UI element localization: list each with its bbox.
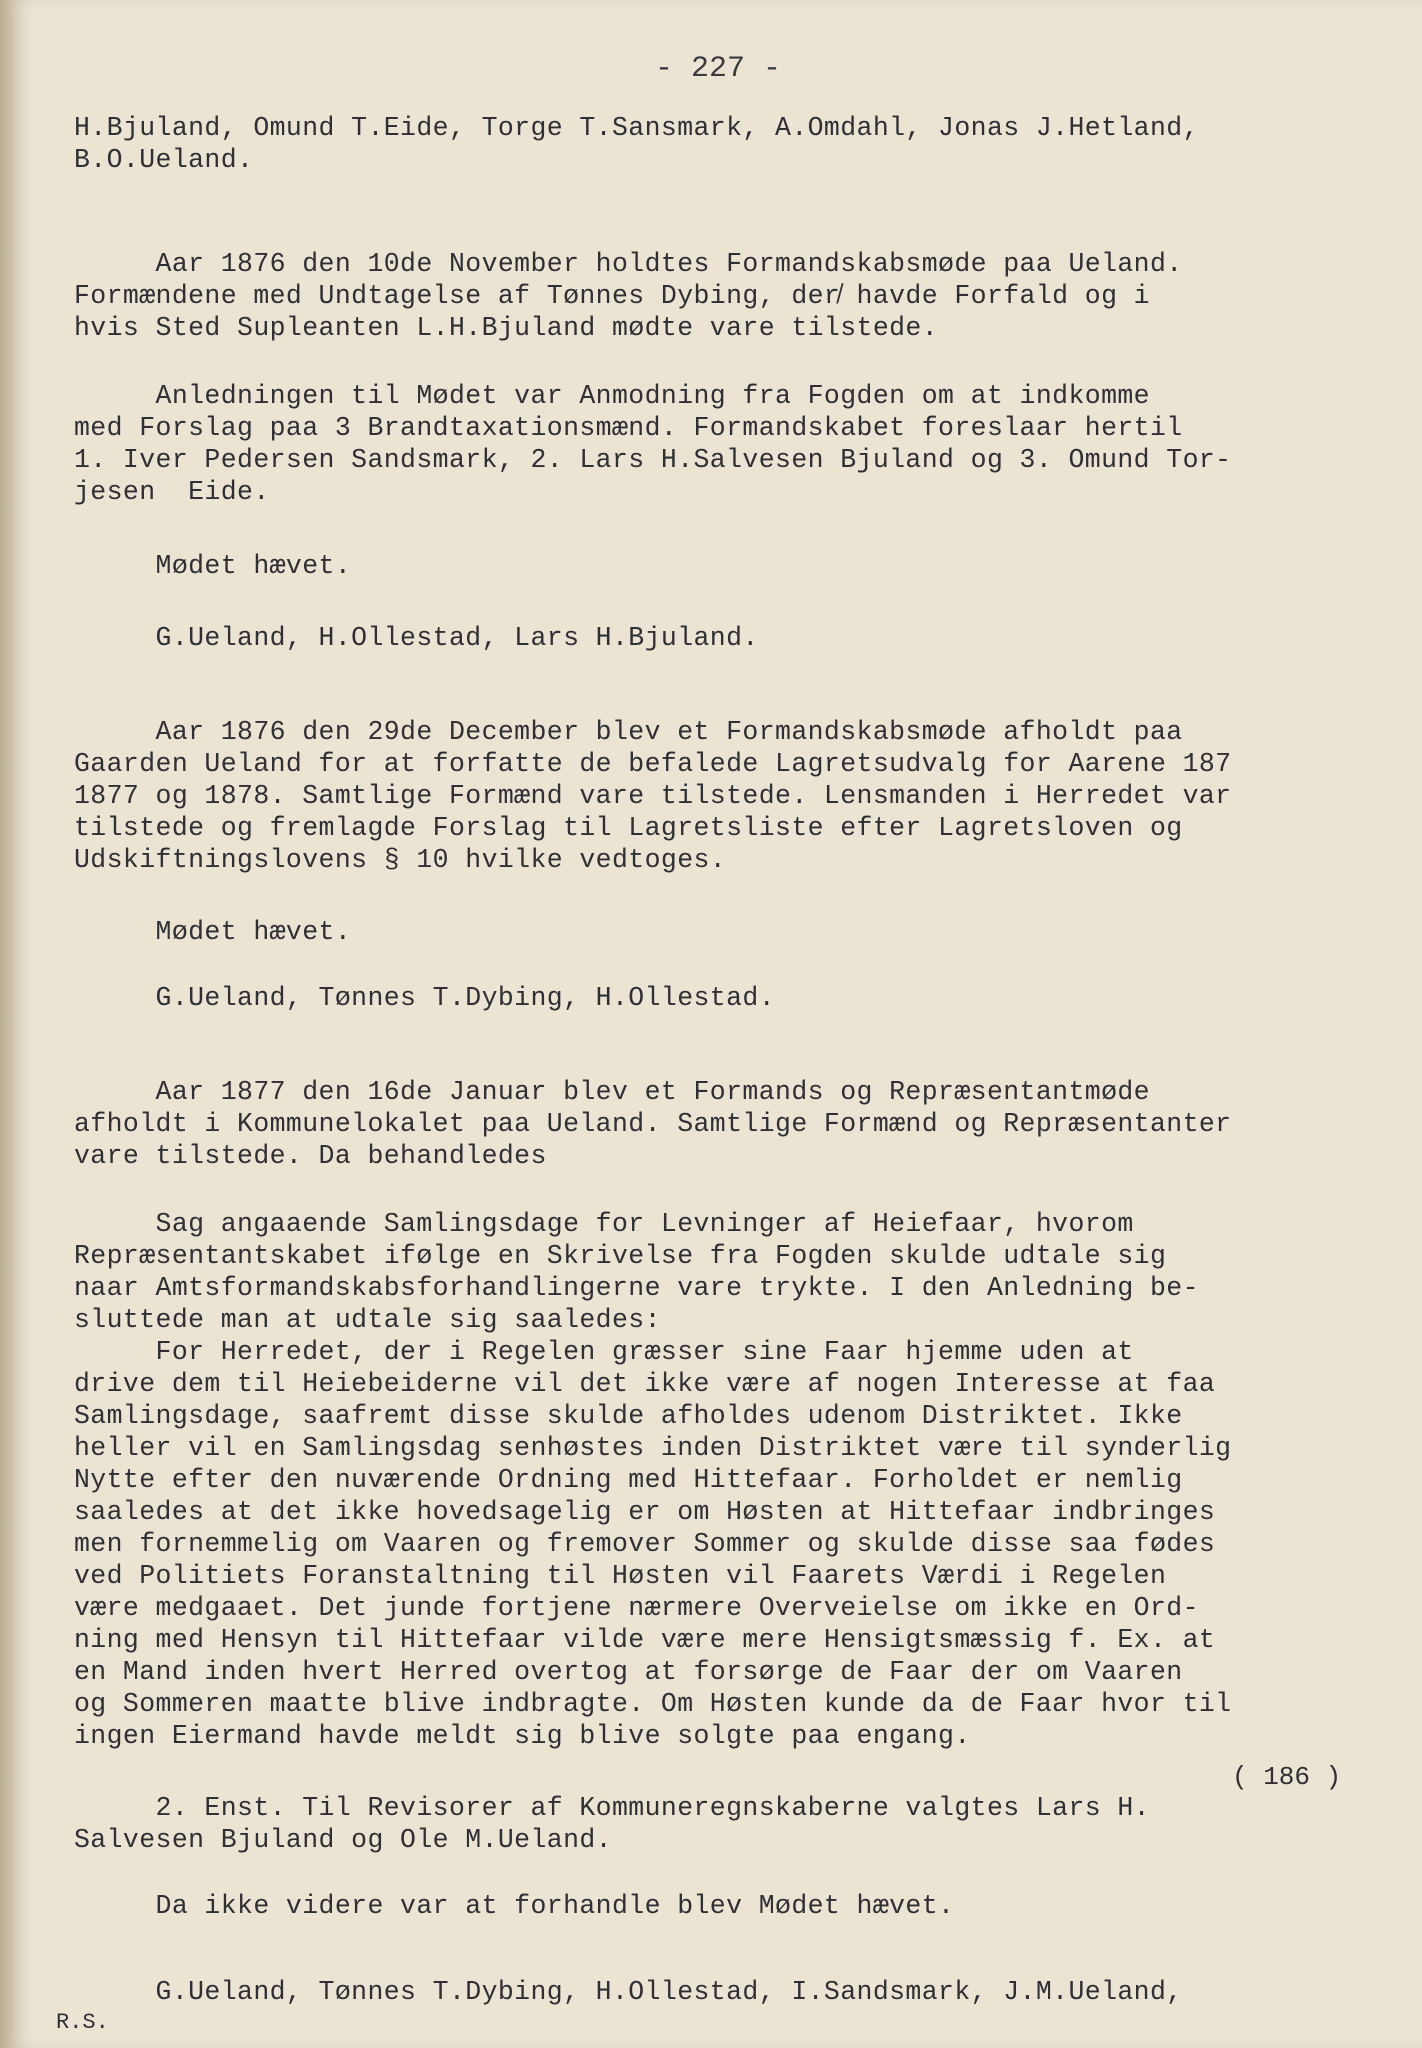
text-line: 2. Enst. Til Revisorer af Kommuneregnskaberne valgtes Lars H.: [74, 1793, 1150, 1823]
text-line: Formændene med Undtagelse af Tønnes Dybing, der̸ havde Forfald og i: [74, 281, 1150, 311]
text-line: ingen Eiermand havde meldt sig blive solgte paa engang.: [74, 1721, 971, 1751]
text-block: [74, 248, 1404, 344]
page-binding-edge: [0, 0, 14, 2048]
text-line: naar Amtsformandskabsforhandlingerne vare trykte. I den Anledning be-: [74, 1273, 1199, 1303]
text-block: [74, 716, 1404, 876]
text-line: vare tilstede. Da behandledes: [74, 1141, 547, 1171]
document-page: [14, 0, 1422, 2048]
text-block: [74, 1208, 1404, 1752]
text-line: men fornemmelig om Vaaren og fremover Sommer og skulde disse saa fødes: [74, 1529, 1216, 1559]
text-block: [74, 112, 1404, 176]
text-line: afholdt i Kommunelokalet paa Ueland. Samtlige Formænd og Repræsentanter: [74, 1109, 1232, 1139]
text-block: [74, 1076, 1404, 1172]
text-block: [74, 1792, 1404, 1856]
text-line: G.Ueland, H.Ollestad, Lars H.Bjuland.: [74, 623, 759, 653]
text-line: Gaarden Ueland for at forfatte de befalede Lagretsudvalg for Aarene 187: [74, 749, 1232, 779]
text-line: drive dem til Heiebeiderne vil det ikke være af nogen Interesse at faa: [74, 1369, 1216, 1399]
text-line: H.Bjuland, Omund T.Eide, Torge T.Sansmark, A.Omdahl, Jonas J.Hetland,: [74, 113, 1199, 143]
text-line: Sag angaaende Samlingsdage for Levninger af Heiefaar, hvorom: [74, 1209, 1134, 1239]
text-line: saaledes at det ikke hovedsagelig er om Høsten at Hittefaar indbringes: [74, 1497, 1216, 1527]
text-line: 1877 og 1878. Samtlige Formænd vare tilstede. Lensmanden i Herredet var: [74, 781, 1232, 811]
text-block: [74, 982, 1404, 1014]
text-block: [74, 1976, 1404, 2008]
text-line: heller vil en Samlingsdag senhøstes inden Distriktet være til synderlig: [74, 1433, 1232, 1463]
text-line: Da ikke videre var at forhandle blev Mødet hævet.: [74, 1891, 955, 1921]
text-line: hvis Sted Supleanten L.H.Bjuland mødte vare tilstede.: [74, 313, 939, 343]
text-line: sluttede man at udtale sig saaledes:: [74, 1305, 661, 1335]
text-block: [74, 550, 1404, 582]
text-line: Nytte efter den nuværende Ordning med Hittefaar. Forholdet er nemlig: [74, 1465, 1183, 1495]
text-line: For Herredet, der i Regelen græsser sine Faar hjemme uden at: [74, 1337, 1134, 1367]
text-block: [74, 916, 1404, 948]
text-line: B.O.Ueland.: [74, 145, 254, 175]
page-number: - 227 -: [654, 52, 782, 86]
text-line: Salvesen Bjuland og Ole M.Ueland.: [74, 1825, 612, 1855]
text-line: være medgaaet. Det junde fortjene nærmere Overveielse om ikke en Ord-: [74, 1593, 1199, 1623]
text-line: G.Ueland, Tønnes T.Dybing, H.Ollestad, I.Sandsmark, J.M.Ueland,: [74, 1977, 1183, 2007]
text-block: [74, 622, 1404, 654]
text-line: Aar 1876 den 29de December blev et Formandskabsmøde afholdt paa: [74, 717, 1183, 747]
text-block: [74, 380, 1404, 508]
text-line: med Forslag paa 3 Brandtaxationsmænd. Formandskabet foreslaar hertil: [74, 413, 1183, 443]
text-line: tilstede og fremlagde Forslag til Lagretsliste efter Lagretsloven og: [74, 813, 1183, 843]
text-line: og Sommeren maatte blive indbragte. Om Høsten kunde da de Faar hvor til: [74, 1689, 1232, 1719]
text-line: ning med Hensyn til Hittefaar vilde være mere Hensigtsmæssig f. Ex. at: [74, 1625, 1216, 1655]
text-line: Udskiftningslovens § 10 hvilke vedtoges.: [74, 845, 727, 875]
text-line: Mødet hævet.: [74, 551, 352, 581]
text-line: 1. Iver Pedersen Sandsmark, 2. Lars H.Salvesen Bjuland og 3. Omund Tor-: [74, 445, 1232, 475]
text-line: Samlingsdage, saafremt disse skulde afholdes udenom Distriktet. Ikke: [74, 1401, 1183, 1431]
text-line: Repræsentantskabet ifølge en Skrivelse fra Fogden skulde udtale sig: [74, 1241, 1167, 1271]
text-line: Anledningen til Mødet var Anmodning fra Fogden om at indkomme: [74, 381, 1150, 411]
text-line: jesen Eide.: [74, 477, 270, 507]
text-line: ved Politiets Foranstaltning til Høsten vil Faarets Værdi i Regelen: [74, 1561, 1167, 1591]
text-line: Aar 1876 den 10de November holdtes Formandskabsmøde paa Ueland.: [74, 249, 1183, 279]
margin-number: ( 186 ): [1232, 1762, 1342, 1792]
text-line: en Mand inden hvert Herred overtog at forsørge de Faar der om Vaaren: [74, 1657, 1183, 1687]
text-line: G.Ueland, Tønnes T.Dybing, H.Ollestad.: [74, 983, 776, 1013]
text-line: Mødet hævet.: [74, 917, 352, 947]
text-line: Aar 1877 den 16de Januar blev et Formands og Repræsentantmøde: [74, 1077, 1150, 1107]
text-block: [74, 1890, 1404, 1922]
footer-initials: R.S.: [56, 2010, 109, 2035]
